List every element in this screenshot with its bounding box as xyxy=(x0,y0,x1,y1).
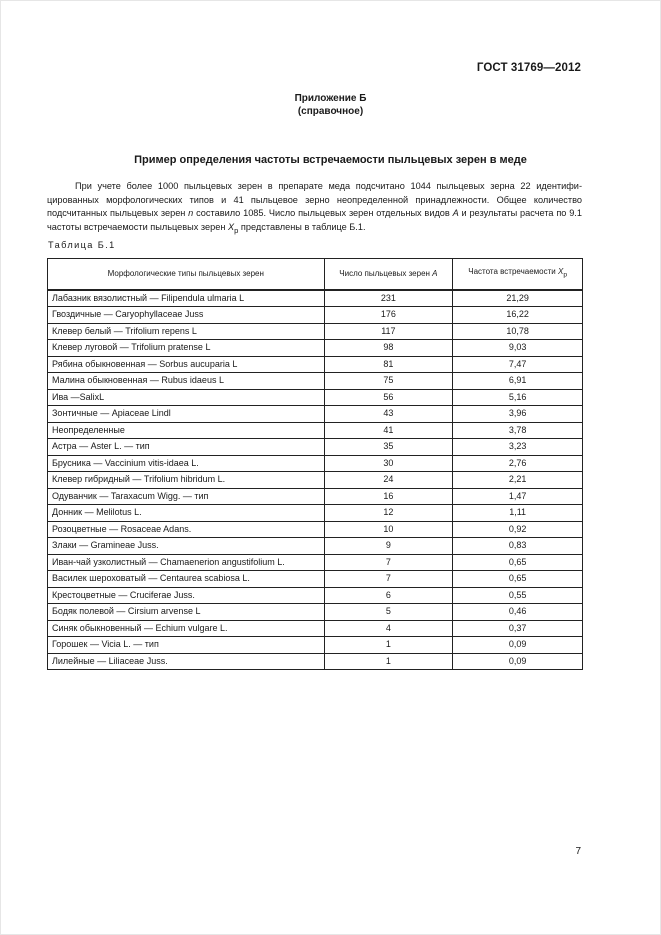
cell-frequency: 0,55 xyxy=(453,587,583,604)
cell-pollen-count: 81 xyxy=(324,356,453,373)
cell-pollen-count: 117 xyxy=(324,323,453,340)
cell-type-name: Синяк обыкновенный — Echium vulgare L. xyxy=(48,620,325,637)
cell-pollen-count: 30 xyxy=(324,455,453,472)
cell-pollen-count: 16 xyxy=(324,488,453,505)
cell-type-name: Крестоцветные — Cruciferae Juss. xyxy=(48,587,325,604)
page-number: 7 xyxy=(575,846,581,857)
cell-pollen-count: 4 xyxy=(324,620,453,637)
table-row xyxy=(48,439,583,456)
cell-type-name: Иван-чай узколистный — Chamaenerion angustifolium L. xyxy=(48,554,325,571)
cell-frequency: 0,37 xyxy=(453,620,583,637)
cell-type-name: Рябина обыкновенная — Sorbus aucuparia L xyxy=(48,356,325,373)
cell-frequency: 0,92 xyxy=(453,521,583,538)
cell-type-name: Василек шероховатый — Centaurea scabiosa L. xyxy=(48,571,325,588)
cell-frequency: 0,83 xyxy=(453,538,583,555)
table-row xyxy=(48,587,583,604)
table-row xyxy=(48,373,583,390)
table-row xyxy=(48,653,583,670)
table-body xyxy=(48,290,583,670)
cell-type-name: Астра — Aster L. — тип xyxy=(48,439,325,456)
cell-frequency: 0,46 xyxy=(453,604,583,621)
cell-pollen-count: 7 xyxy=(324,554,453,571)
paragraph-text-1: При учете более 1000 пыльцевых зерен в препарате меда подсчитано 1044 пыльцевых зерна 22 идентифицированных морфологических типов и 41 пыльцевое зерно неопределенной принадлежности. Общее количество подсчитанных пыльцевых зерен xyxy=(47,181,582,219)
cell-pollen-count: 98 xyxy=(324,340,453,357)
cell-type-name: Клевер луговой — Trifolium pratense L xyxy=(48,340,325,357)
pollen-frequency-table xyxy=(47,258,583,670)
paragraph-text-3: и результаты расчета по 9.1 частоты встречаемости пыльцевых зерен xyxy=(47,208,582,232)
paragraph-text-2: составило 1085. Число пыльцевых зерен отдельных видов xyxy=(193,208,453,219)
cell-pollen-count: 6 xyxy=(324,587,453,604)
cell-frequency: 10,78 xyxy=(453,323,583,340)
table-row xyxy=(48,538,583,555)
cell-frequency: 2,21 xyxy=(453,472,583,489)
table-row xyxy=(48,323,583,340)
cell-type-name: Лабазник вязолистный — Filipendula ulmaria L xyxy=(48,290,325,307)
table-caption: Таблица Б.1 xyxy=(48,240,116,250)
table-row xyxy=(48,406,583,423)
cell-type-name: Злаки — Gramineae Juss. xyxy=(48,538,325,555)
cell-type-name: Малина обыкновенная — Rubus idaeus L xyxy=(48,373,325,390)
cell-pollen-count: 9 xyxy=(324,538,453,555)
cell-pollen-count: 35 xyxy=(324,439,453,456)
cell-type-name: Ива —SalixL xyxy=(48,389,325,406)
variable-a: A xyxy=(452,208,459,219)
cell-frequency: 7,47 xyxy=(453,356,583,373)
table-row xyxy=(48,455,583,472)
table-header-row xyxy=(48,259,583,290)
cell-frequency: 9,03 xyxy=(453,340,583,357)
cell-pollen-count: 1 xyxy=(324,637,453,654)
cell-frequency: 0,65 xyxy=(453,571,583,588)
cell-pollen-count: 56 xyxy=(324,389,453,406)
cell-pollen-count: 176 xyxy=(324,307,453,324)
cell-frequency: 5,16 xyxy=(453,389,583,406)
header-frequency: Частота встречаемости $X_p$ xyxy=(453,259,583,290)
cell-pollen-count: 24 xyxy=(324,472,453,489)
table-row xyxy=(48,340,583,357)
cell-type-name: Лилейные — Liliaceae Juss. xyxy=(48,653,325,670)
header-morphological-types: Морфологические типы пыльцевых зерен xyxy=(48,259,325,290)
cell-frequency: 1,47 xyxy=(453,488,583,505)
cell-type-name: Гвоздичные — Caryophyllaceae Juss xyxy=(48,307,325,324)
table-row xyxy=(48,554,583,571)
cell-frequency: 2,76 xyxy=(453,455,583,472)
table-row xyxy=(48,389,583,406)
cell-pollen-count: 231 xyxy=(324,290,453,307)
cell-frequency: 3,78 xyxy=(453,422,583,439)
table-row xyxy=(48,488,583,505)
appendix-subtitle: (справочное) xyxy=(297,106,364,117)
appendix-heading xyxy=(0,92,661,118)
table-row xyxy=(48,290,583,307)
appendix-title: Приложение Б xyxy=(294,93,367,104)
cell-pollen-count: 1 xyxy=(324,653,453,670)
table-row xyxy=(48,505,583,522)
cell-type-name: Бодяк полевой — Cirsium arvense L xyxy=(48,604,325,621)
variable-n: n xyxy=(188,208,194,219)
cell-frequency: 3,96 xyxy=(453,406,583,423)
cell-type-name: Зонтичные — Apiaceae Lindl xyxy=(48,406,325,423)
cell-pollen-count: 75 xyxy=(324,373,453,390)
table-row xyxy=(48,604,583,621)
cell-pollen-count: 10 xyxy=(324,521,453,538)
table-row xyxy=(48,422,583,439)
cell-frequency: 0,09 xyxy=(453,653,583,670)
cell-frequency: 6,91 xyxy=(453,373,583,390)
cell-pollen-count: 12 xyxy=(324,505,453,522)
table-row xyxy=(48,521,583,538)
cell-type-name: Одуванчик — Taraxacum Wigg. — тип xyxy=(48,488,325,505)
cell-type-name: Донник — Melilotus L. xyxy=(48,505,325,522)
table-row xyxy=(48,307,583,324)
cell-pollen-count: 5 xyxy=(324,604,453,621)
cell-type-name: Клевер белый — Trifolium repens L xyxy=(48,323,325,340)
table-row xyxy=(48,620,583,637)
header-pollen-count: Число пыльцевых зерен A xyxy=(324,259,453,290)
cell-type-name: Горошек — Vicia L. — тип xyxy=(48,637,325,654)
cell-frequency: 1,11 xyxy=(453,505,583,522)
cell-frequency: 0,09 xyxy=(453,637,583,654)
cell-type-name: Брусника — Vaccinium vitis-idaea L. xyxy=(48,455,325,472)
variable-x-subscript: р xyxy=(234,225,239,235)
cell-pollen-count: 41 xyxy=(324,422,453,439)
cell-type-name: Клевер гибридный — Trifolium hibridum L. xyxy=(48,472,325,489)
cell-pollen-count: 7 xyxy=(324,571,453,588)
cell-type-name: Неопределенные xyxy=(48,422,325,439)
body-paragraph xyxy=(47,180,582,237)
table-row xyxy=(48,356,583,373)
section-title: Пример определения частоты встречаемости пыльцевых зерен в меде xyxy=(134,154,527,166)
cell-frequency: 0,65 xyxy=(453,554,583,571)
cell-frequency: 3,23 xyxy=(453,439,583,456)
paragraph-text-4: представлены в таблице Б.1. xyxy=(238,221,366,232)
table-row xyxy=(48,637,583,654)
cell-pollen-count: 43 xyxy=(324,406,453,423)
document-code: ГОСТ 31769—2012 xyxy=(476,62,581,74)
cell-type-name: Розоцветные — Rosaceae Adans. xyxy=(48,521,325,538)
table-row xyxy=(48,472,583,489)
cell-frequency: 21,29 xyxy=(453,290,583,307)
variable-x: X xyxy=(227,221,235,232)
table-row xyxy=(48,571,583,588)
cell-frequency: 16,22 xyxy=(453,307,583,324)
